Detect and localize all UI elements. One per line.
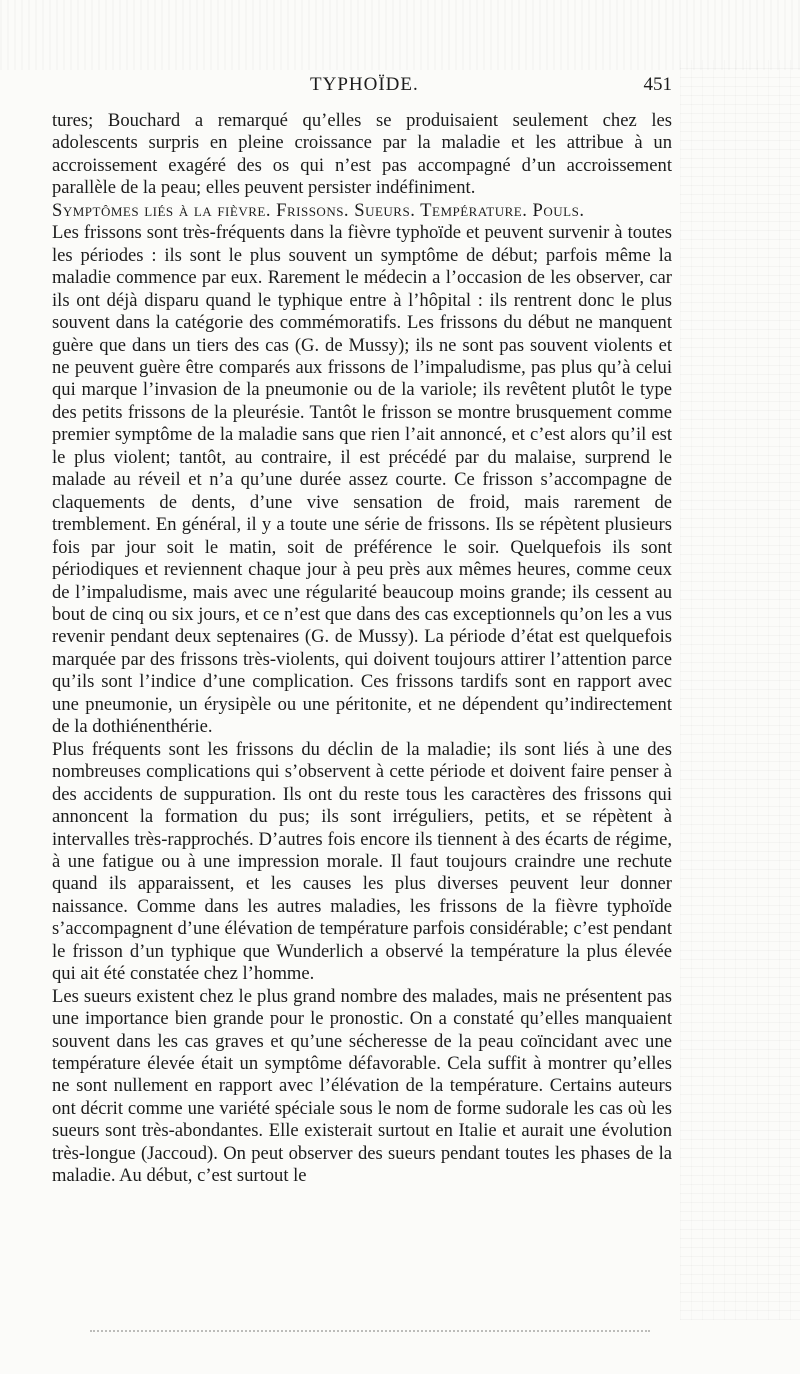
section-heading: Symptômes liés à la fièvre. Frissons. Sueurs. Température. Pouls. xyxy=(52,199,585,221)
page-body xyxy=(52,110,672,1188)
scan-noise-right-margin xyxy=(680,60,800,1320)
paragraph-frissons-declin: Plus fréquents sont les frissons du déclin de la maladie; ils sont liés à une des nombreuses complications qui s’observent à cette période et doivent faire penser à des accidents de suppuration. Ils ont du reste tous les caractères des frissons qui annoncent la formation du pus; ils sont irréguliers, petits, et se répètent à intervalles très-rapprochés. D’autres fois encore ils tiennent à des écarts de régime, à une fatigue ou à une impression morale. Il faut toujours craindre une rechute quand ils apparaissent, et les causes les plus diverses peuvent leur donner naissance. Comme dans les autres maladies, les frissons de la fièvre typhoïde s’accompagnent d’une élévation de température parfois considérable; c’est pendant le frisson d’un typhique que Wunderlich a observé la température la plus élevée qui ait été constatée chez l’homme. xyxy=(52,738,672,985)
paragraph-frissons: Les frissons sont très-fréquents dans la fièvre typhoïde et peuvent survenir à toutes les périodes : ils sont le plus souvent un symptôme de début; parfois même la maladie commence par eux. Rarement le médecin a l’occasion de les observer, car ils ont déjà disparu quand le typhique entre à l’hôpital : ils rentrent donc le plus souvent dans la catégorie des commémoratifs. Les frissons du début ne manquent guère que dans un tiers des cas (G. de Mussy); ils ne sont pas souvent violents et ne peuvent guère être comparés aux frissons de l’impaludisme, pas plus qu’à celui qui marque l’invasion de la pneumonie ou de la variole; ils revêtent plutôt le type des petits frissons de la pleurésie. Tantôt le frisson se montre brusquement comme premier symptôme de la maladie sans que rien l’ait annoncé, et c’est alors qu’il est le plus violent; tantôt, au contraire, il est précédé par du malaise, surprend le malade au réveil et n’a qu’une durée assez courte. Ce frisson s’accompagne de claquements de dents, d’une vive sensation de froid, mais rarement de tremblement. En général, il y a toute une série de frissons. Ils se répètent plusieurs fois par jour soit le matin, soit de préférence le soir. Quelquefois ils sont périodiques et reviennent chaque jour à peu près aux mêmes heures, comme ceux de l’impaludisme, mais avec une régularité beaucoup moins grande; ils cessent au bout de cinq ou six jours, et ce n’est que dans des cas exceptionnels qu’on les a vus revenir pendant deux septenaires (G. de Mussy). La période d’état est quelquefois marquée par des frissons très-violents, qui doivent toujours attirer l’attention parce qu’ils sont l’indice d’une complication. Ces frissons tardifs sont en rapport avec une pneumonie, un érysipèle ou une péritonite, et ne dépendent qu’indirectement de la dothiénenthérie. xyxy=(52,222,672,738)
page-header xyxy=(52,74,672,98)
running-title: TYPHOÏDE. xyxy=(310,74,419,95)
scan-bottom-dots xyxy=(90,1330,650,1336)
page-number: 451 xyxy=(643,74,672,95)
paragraph-sueurs: Les sueurs existent chez le plus grand nombre des malades, mais ne présentent pas une importance bien grande pour le pronostic. On a constaté qu’elles manquaient souvent dans les cas graves et qu’une sécheresse de la peau coïncidant avec une température élevée était un symptôme défavorable. Cela suffit à montrer qu’elles ne sont nullement en rapport avec l’élévation de la température. Certains auteurs ont décrit comme une variété spéciale sous le nom de forme sudorale les cas où les sueurs sont très-abondantes. Elle existerait surtout en Italie et aurait une évolution très-longue (Jaccoud). On peut observer des sueurs pendant toutes les phases de la maladie. Au début, c’est surtout le xyxy=(52,985,672,1187)
paragraph-continued: tures; Bouchard a remarqué qu’elles se produisaient seulement chez les adolescents surpris en pleine croissance par la maladie et les attribue à un accroissement exagéré des os qui n’est pas accompagné d’un accroissement parallèle de la peau; elles peuvent persister indéfiniment. xyxy=(52,110,672,199)
